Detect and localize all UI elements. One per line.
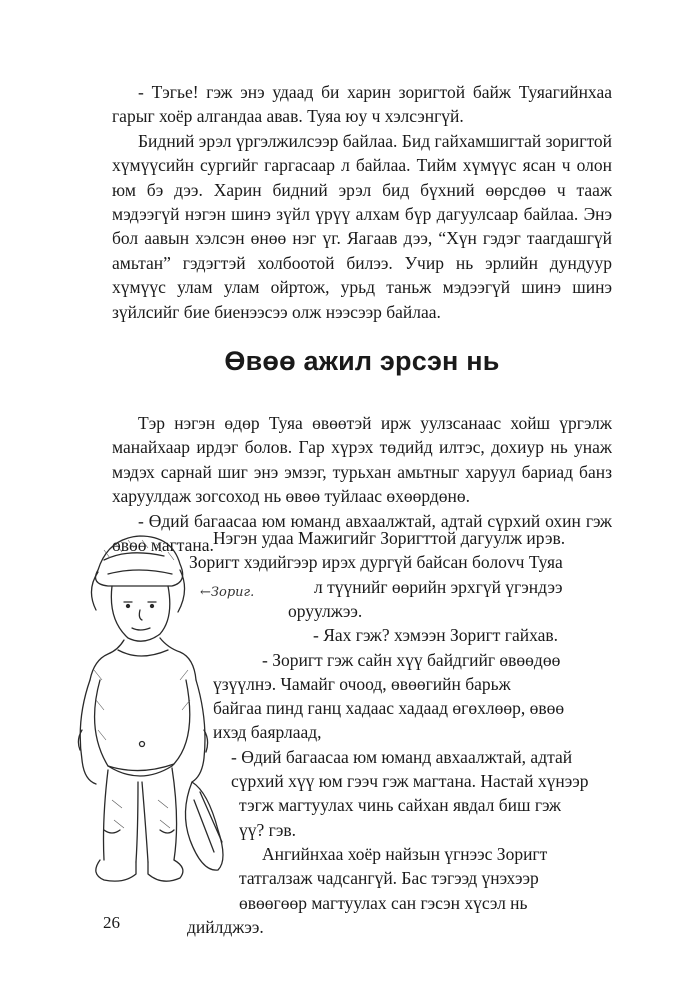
text-block-intro [112, 80, 612, 324]
text-line: Зоригт хэдийгээр ирэх дургүй байсан болovч Туяа [189, 552, 563, 572]
text-line: Нэгэн удаа Мажигийг Зоригттой дагуулж ирэв. [213, 528, 566, 548]
text-line: өвөөгөөр магтуулах сан гэсэн хүсэл нь [239, 893, 528, 913]
paragraph: - Тэгье! гэж энэ удаад би харин зоригтой байж Туяагийнхаа гарыг хоёр алгандаа авав. Туяа юу ч хэлсэнгүй. [112, 82, 612, 127]
paragraph: Бидний эрэл үргэлжилсээр байлаа. Бид гайхамшигтай зоригтой хүмүүсийн сургийг гаргасаар л байлаа. Тийм хүмүүс ясан ч олон юм бэ дээ. Харин бидний эрэл бид бүхний өөрсдөө ч тааж мэдээгүй нэгэн шинэ зүйл үрүү алхам бүр дагуулсаар байлаа. Энэ бол аавын хэлсэн өнөө нэг үг. Яагаав дээ, “Хүн гэдэг таагдашгүй амьтан” гэдэгтэй холбоотой билээ. Учир нь эрлийн дундуур хүмүүс улам улам ойртож, урьд таньж мэдээгүй шинэ шинэ зүйлсийг бие биенээсээ олж нээсээр байлаа. [112, 130, 612, 322]
text-line: тэгж магтуулах чинь сайхан явдал биш гэж [239, 795, 561, 815]
paragraph: Тэр нэгэн өдөр Туяа өвөөтэй ирж уулзсанаас хойш үргэлж манайхаар ирдэг болов. Гар хүрэх төдийд илтэс, дохиур нь унаж мэдэх сарнай шиг энэ эмзэг, турьхан амьтныг харуул бариад банз харуулдаж зогсоход нь өвөө туйлаас өхөөрдөнө. [112, 413, 612, 507]
text-line: - Зоригт гэж сайн хүү байдгийг өвөөдөө [262, 650, 561, 670]
text-line: байгаа пинд ганц хадаас хадаад өгөхлөөр, өвөө [213, 698, 565, 718]
paragraph: - Өдий багаасаа юм юманд авхаалжтай, адтай сүрхий охин гэж өвөө магтана. [112, 510, 612, 556]
text-line: үзүүлнэ. Чамайг очоод, өвөөгийн барьж [213, 674, 511, 694]
text-line: татгалзаж чадсангүй. Бас тэгээд үнэхээр [239, 868, 539, 888]
text-line: сүрхий хүү юм гээч гэж магтана. Настай хүнээр [231, 771, 589, 791]
text-line: л түүнийг өөрийн эрхгүй үгэндээ [314, 577, 563, 597]
chapter-title: Өвөө ажил эрсэн нь [224, 346, 500, 376]
text-line: үү? гэв. [239, 820, 296, 840]
text-line: Ангийнхаа хоёр найзын үгнээс Зоригт [262, 844, 548, 864]
text-line: - Өдий багаасаа юм юманд авхаалжтай, адтай [231, 747, 573, 767]
text-line: ихэд баярлаад, [213, 722, 322, 742]
text-line: - Яах гэж? хэмээн Зоригт гайхав. [313, 625, 559, 645]
page-number: 26 [103, 913, 120, 932]
text-line: дийлджээ. [187, 917, 264, 937]
text-line: оруулжээ. [288, 601, 363, 621]
sketch-label: ←Зориг. [200, 585, 255, 600]
